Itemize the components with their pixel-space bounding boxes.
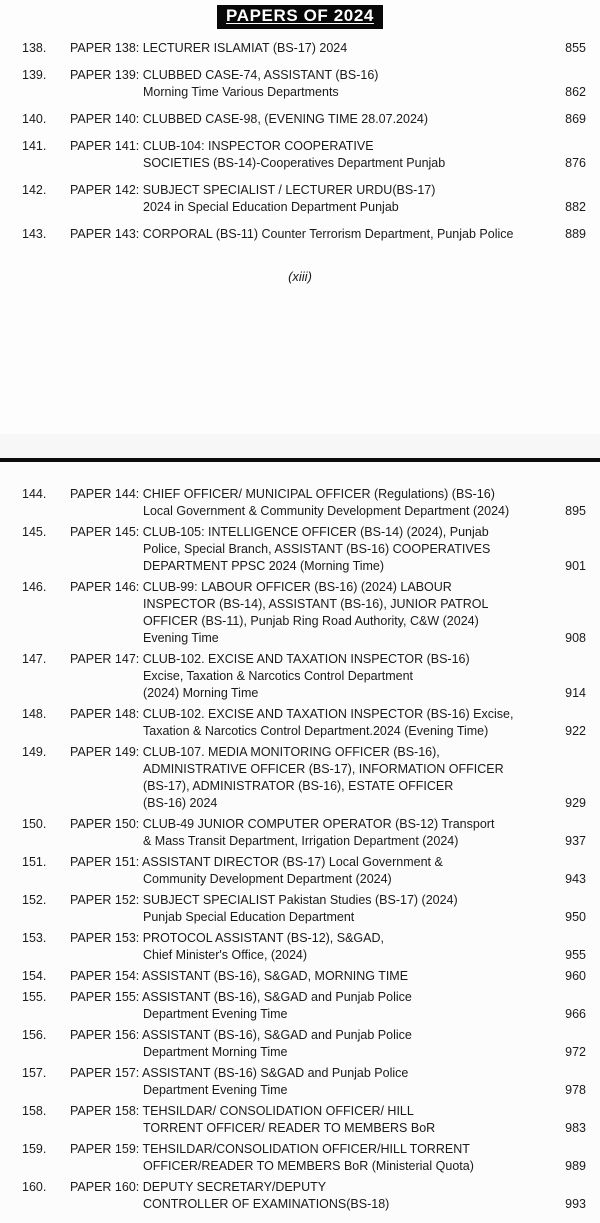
entry-number: 142. (22, 183, 47, 197)
entry-number: 159. (22, 1142, 47, 1156)
entry-number: 155. (22, 990, 47, 1004)
toc-entry (22, 968, 586, 985)
toc-entry (22, 989, 586, 1023)
toc-page-next (0, 462, 600, 1223)
entry-title-line: PAPER 148: CLUB-102. EXCISE AND TAXATION INSPECTOR (BS-16) Excise, (70, 707, 514, 721)
entry-title-continuation: Police, Special Branch, ASSISTANT (BS-16) COOPERATIVES (143, 542, 491, 556)
entry-number: 160. (22, 1180, 47, 1194)
entry-title (70, 67, 554, 101)
entry-title (70, 182, 554, 216)
entry-page-number: 937 (565, 834, 586, 848)
entry-page-number: 950 (565, 910, 586, 924)
entry-page-number: 882 (565, 200, 586, 214)
entry-title-continuation: 2024 in Special Education Department Punjab (143, 200, 399, 214)
entry-number: 149. (22, 745, 47, 759)
entry-page-number: 955 (565, 948, 586, 962)
entry-title (70, 486, 554, 520)
toc-entry (22, 40, 586, 57)
entry-title-line: PAPER 147: CLUB-102. EXCISE AND TAXATION INSPECTOR (BS-16) (70, 652, 470, 666)
toc-entry (22, 226, 586, 243)
entry-title-line: PAPER 150: CLUB-49 JUNIOR COMPUTER OPERATOR (BS-12) Transport (70, 817, 495, 831)
entry-number: 152. (22, 893, 47, 907)
entry-title-continuation: Department Morning Time (143, 1045, 288, 1059)
entry-title-line: PAPER 154: ASSISTANT (BS-16), S&GAD, MORNING TIME (70, 969, 409, 983)
entry-title-line: PAPER 142: SUBJECT SPECIALIST / LECTURER URDU(BS-17) (70, 183, 436, 197)
entry-title-line: PAPER 144: CHIEF OFFICER/ MUNICIPAL OFFICER (Regulations) (BS-16) (70, 487, 495, 501)
toc-entry (22, 182, 586, 216)
toc-entry (22, 138, 586, 172)
entry-title-line: PAPER 152: SUBJECT SPECIALIST Pakistan Studies (BS-17) (2024) (70, 893, 458, 907)
entry-number: 146. (22, 580, 47, 594)
entry-title (70, 1141, 554, 1175)
entry-number: 145. (22, 525, 47, 539)
entry-title-continuation: DEPARTMENT PPSC 2024 (Morning Time) (143, 559, 385, 573)
entry-title (70, 111, 554, 128)
entry-title-line: PAPER 145: CLUB-105: INTELLIGENCE OFFICER (BS-14) (2024), Punjab (70, 525, 489, 539)
entry-page-number: 929 (565, 796, 586, 810)
entry-title-line: PAPER 140: CLUBBED CASE-98, (EVENING TIME 28.07.2024) (70, 112, 429, 126)
entry-page-number: 895 (565, 504, 586, 518)
toc-entry (22, 1027, 586, 1061)
entry-number: 156. (22, 1028, 47, 1042)
entry-page-number: 966 (565, 1007, 586, 1021)
entry-number: 154. (22, 969, 47, 983)
entry-page-number: 943 (565, 872, 586, 886)
entry-page-number: 914 (565, 686, 586, 700)
entry-title-continuation: Excise, Taxation & Narcotics Control Department (143, 669, 414, 683)
entry-title-continuation: CONTROLLER OF EXAMINATIONS(BS-18) (143, 1197, 390, 1211)
entry-title-line: PAPER 156: ASSISTANT (BS-16), S&GAD and Punjab Police (70, 1028, 412, 1042)
entry-number: 144. (22, 487, 47, 501)
entry-page-number: 989 (565, 1159, 586, 1173)
page-title: PAPERS OF 2024 (217, 5, 383, 29)
entry-number: 141. (22, 139, 47, 153)
entry-title-continuation: Local Government & Community Development Department (2024) (143, 504, 510, 518)
toc-entry (22, 111, 586, 128)
entry-number: 157. (22, 1066, 47, 1080)
entry-page-number: 993 (565, 1197, 586, 1211)
entry-title-continuation: SOCIETIES (BS-14)-Cooperatives Department Punjab (143, 156, 446, 170)
entry-number: 151. (22, 855, 47, 869)
toc-entry (22, 930, 586, 964)
entry-title (70, 1065, 554, 1099)
toc-entry (22, 579, 586, 647)
entry-title (70, 226, 554, 243)
entry-title-continuation: Department Evening Time (143, 1007, 288, 1021)
entry-page-number: 862 (565, 85, 586, 99)
entry-title-continuation: OFFICER/READER TO MEMBERS BoR (Ministerial Quota) (143, 1159, 474, 1173)
entry-title-line: PAPER 159: TEHSILDAR/CONSOLIDATION OFFICER/HILL TORRENT (70, 1142, 470, 1156)
entry-title (70, 138, 554, 172)
entry-title-line: PAPER 146: CLUB-99: LABOUR OFFICER (BS-16) (2024) LABOUR (70, 580, 452, 594)
entry-number: 148. (22, 707, 47, 721)
entry-number: 147. (22, 652, 47, 666)
entry-title (70, 744, 554, 812)
section-title-wrap (0, 0, 600, 29)
entry-number: 143. (22, 227, 47, 241)
entry-title-continuation: Community Development Department (2024) (143, 872, 392, 886)
entry-title-continuation: OFFICER (BS-11), Punjab Ring Road Authority, C&W (2024) (143, 614, 479, 628)
entry-title (70, 524, 554, 575)
entry-title-line: PAPER 138: LECTURER ISLAMIAT (BS-17) 2024 (70, 41, 348, 55)
toc-entry (22, 1103, 586, 1137)
entry-title-continuation: Taxation & Narcotics Control Department.2024 (Evening Time) (143, 724, 489, 738)
entry-title-continuation: Punjab Special Education Department (143, 910, 355, 924)
entry-title-line: PAPER 151: ASSISTANT DIRECTOR (BS-17) Local Government & (70, 855, 443, 869)
entry-title (70, 816, 554, 850)
entry-title (70, 1179, 554, 1213)
toc-entry (22, 524, 586, 575)
entry-title-line: PAPER 153: PROTOCOL ASSISTANT (BS-12), S&GAD, (70, 931, 384, 945)
entry-title-continuation: Morning Time Various Departments (143, 85, 339, 99)
entry-title (70, 854, 554, 888)
entry-title-line: PAPER 143: CORPORAL (BS-11) Counter Terrorism Department, Punjab Police (70, 227, 514, 241)
entry-title (70, 989, 554, 1023)
entry-title-continuation: ADMINISTRATIVE OFFICER (BS-17), INFORMATION OFFICER (143, 762, 504, 776)
entry-page-number: 869 (565, 112, 586, 126)
entry-title-line: PAPER 158: TEHSILDAR/ CONSOLIDATION OFFICER/ HILL (70, 1104, 414, 1118)
toc-entry (22, 486, 586, 520)
toc-entry (22, 1141, 586, 1175)
entry-title (70, 651, 554, 702)
entry-title-line: PAPER 149: CLUB-107. MEDIA MONITORING OFFICER (BS-16), (70, 745, 440, 759)
entry-title (70, 579, 554, 647)
entry-number: 140. (22, 112, 47, 126)
toc-entry (22, 1179, 586, 1213)
entry-title-continuation: Department Evening Time (143, 1083, 288, 1097)
toc-page-xiii (0, 0, 600, 458)
toc-entry (22, 1065, 586, 1099)
entry-title-line: PAPER 139: CLUBBED CASE-74, ASSISTANT (BS-16) (70, 68, 379, 82)
entry-title (70, 40, 554, 57)
entry-title (70, 706, 554, 740)
toc-entry (22, 816, 586, 850)
entry-number: 139. (22, 68, 47, 82)
toc-entry (22, 854, 586, 888)
roman-page-number: (xiii) (288, 269, 312, 284)
entry-title-continuation: TORRENT OFFICER/ READER TO MEMBERS BoR (143, 1121, 436, 1135)
entry-number: 138. (22, 41, 47, 55)
toc-entry (22, 651, 586, 702)
entry-page-number: 972 (565, 1045, 586, 1059)
toc-entry (22, 67, 586, 101)
toc-entries-page2 (0, 486, 600, 1213)
entry-number: 150. (22, 817, 47, 831)
entry-page-number: 855 (565, 41, 586, 55)
entry-title-continuation: Evening Time (143, 631, 219, 645)
toc-entry (22, 744, 586, 812)
entry-page-number: 901 (565, 559, 586, 573)
entry-number: 158. (22, 1104, 47, 1118)
entry-title-line: PAPER 160: DEPUTY SECRETARY/DEPUTY (70, 1180, 327, 1194)
entry-page-number: 889 (565, 227, 586, 241)
entry-title (70, 892, 554, 926)
toc-entry (22, 706, 586, 740)
entry-title-continuation: (BS-16) 2024 (143, 796, 218, 810)
entry-page-number: 960 (565, 969, 586, 983)
entry-title-line: PAPER 155: ASSISTANT (BS-16), S&GAD and Punjab Police (70, 990, 412, 1004)
entry-page-number: 876 (565, 156, 586, 170)
toc-entry (22, 892, 586, 926)
entry-page-number: 908 (565, 631, 586, 645)
entry-title-continuation: (BS-17), ADMINISTRATOR (BS-16), ESTATE OFFICER (143, 779, 454, 793)
entry-title (70, 1103, 554, 1137)
entry-title (70, 968, 554, 985)
entry-title (70, 1027, 554, 1061)
entry-title-continuation: INSPECTOR (BS-14), ASSISTANT (BS-16), JUNIOR PATROL (143, 597, 489, 611)
entry-title-line: PAPER 141: CLUB-104: INSPECTOR COOPERATIVE (70, 139, 374, 153)
entry-title-line: PAPER 157: ASSISTANT (BS-16) S&GAD and Punjab Police (70, 1066, 409, 1080)
entry-title (70, 930, 554, 964)
entry-page-number: 983 (565, 1121, 586, 1135)
toc-entries-page1 (0, 40, 600, 243)
entry-number: 153. (22, 931, 47, 945)
entry-title-continuation: Chief Minister's Office, (2024) (143, 948, 308, 962)
entry-page-number: 978 (565, 1083, 586, 1097)
entry-title-continuation: (2024) Morning Time (143, 686, 259, 700)
entry-title-continuation: & Mass Transit Department, Irrigation Department (2024) (143, 834, 459, 848)
entry-page-number: 922 (565, 724, 586, 738)
